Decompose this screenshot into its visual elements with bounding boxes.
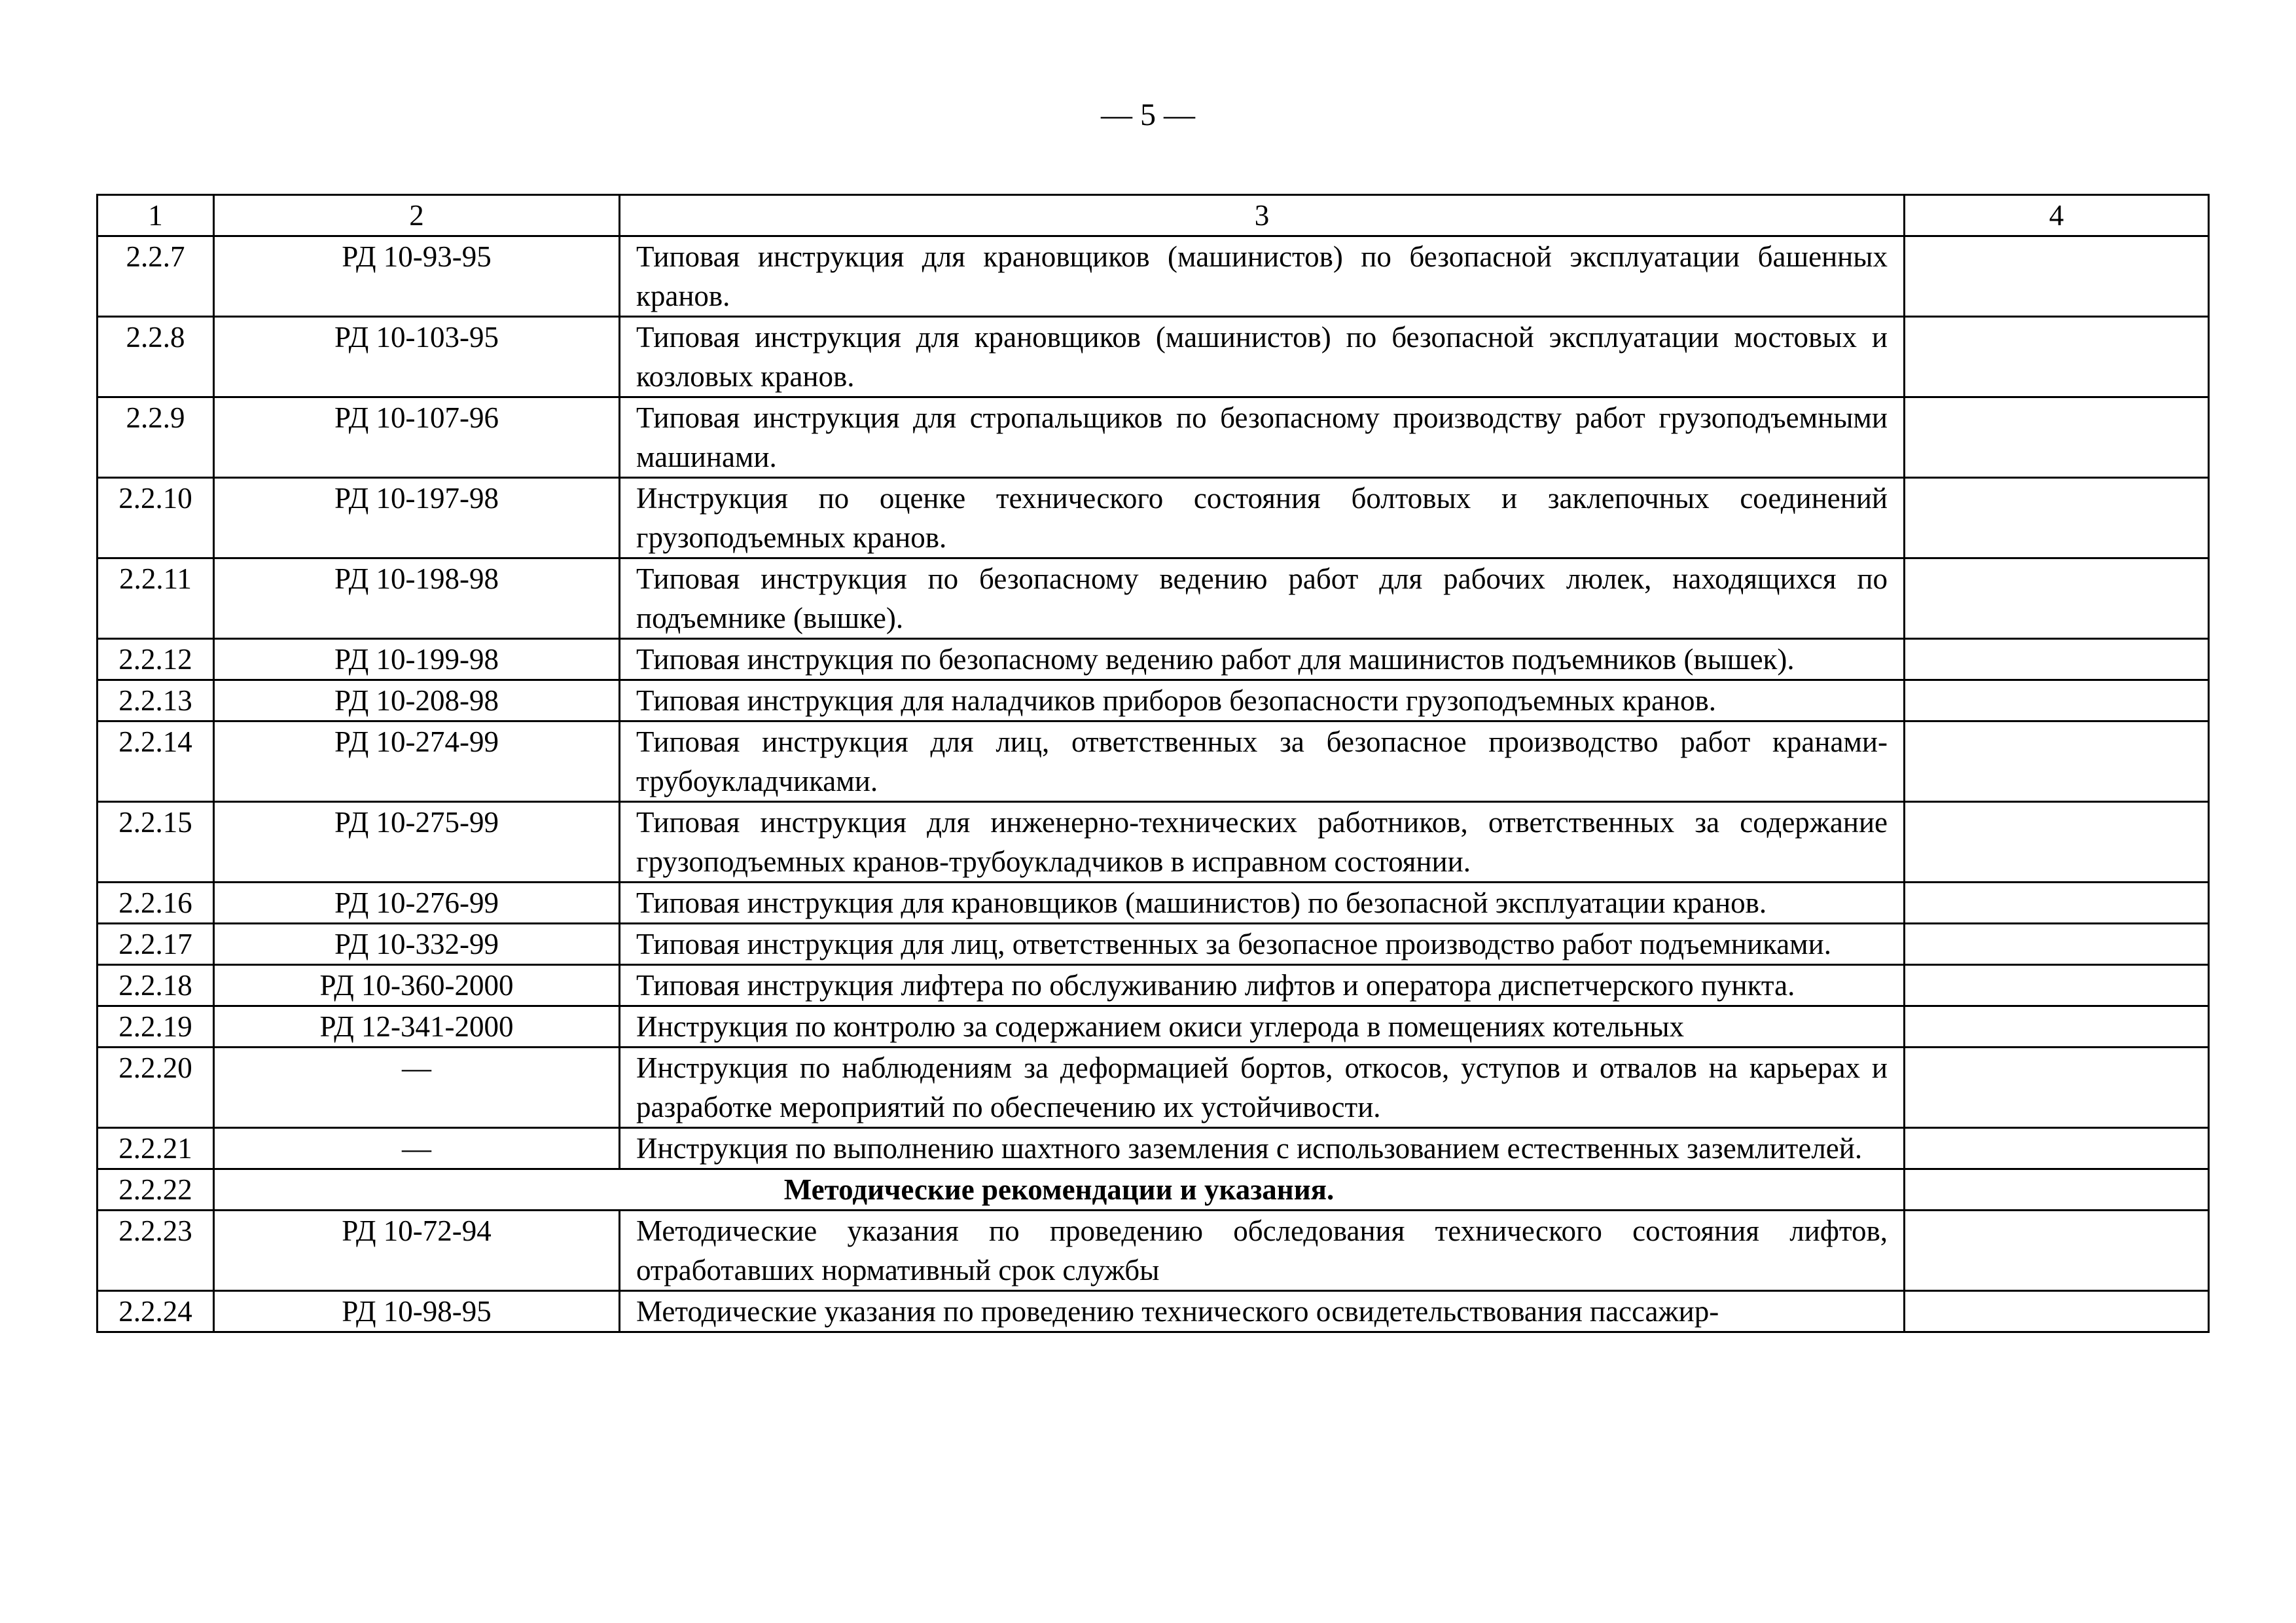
remark-cell <box>1905 236 2209 317</box>
row-number: 2.2.13 <box>98 680 214 721</box>
document-code: РД 10-98-95 <box>214 1291 620 1332</box>
row-number: 2.2.12 <box>98 639 214 680</box>
remark-cell <box>1905 1006 2209 1048</box>
remark-cell <box>1905 639 2209 680</box>
document-code: РД 10-360-2000 <box>214 965 620 1006</box>
document-code: РД 10-208-98 <box>214 680 620 721</box>
remark-cell <box>1905 478 2209 558</box>
row-number: 2.2.24 <box>98 1291 214 1332</box>
table-row <box>98 478 2209 558</box>
remark-cell <box>1905 802 2209 883</box>
row-number: 2.2.15 <box>98 802 214 883</box>
row-number: 2.2.19 <box>98 1006 214 1048</box>
table-row <box>98 1128 2209 1169</box>
document-code: РД 10-198-98 <box>214 558 620 639</box>
document-code: РД 12-341-2000 <box>214 1006 620 1048</box>
row-number: 2.2.16 <box>98 883 214 924</box>
document-title: Инструкция по наблюдениям за деформацией бортов, откосов, уступов и отвалов на карьерах и разработке мероприятий по обеспечению их устойчивости. <box>620 1048 1905 1128</box>
document-title: Типовая инструкция для лиц, ответственных за безопасное производство работ подъемниками. <box>620 924 1905 965</box>
document-code: РД 10-197-98 <box>214 478 620 558</box>
document-title: Инструкция по оценке технического состояния болтовых и заклепочных соединений грузоподъемных кранов. <box>620 478 1905 558</box>
remark-cell <box>1905 397 2209 478</box>
row-number: 2.2.9 <box>98 397 214 478</box>
row-number: 2.2.11 <box>98 558 214 639</box>
table-row <box>98 397 2209 478</box>
row-number: 2.2.14 <box>98 721 214 802</box>
document-code: РД 10-276-99 <box>214 883 620 924</box>
section-row <box>98 1169 2209 1211</box>
table-row <box>98 317 2209 397</box>
document-title: Типовая инструкция по безопасному ведению работ для машинистов подъемников (вышек). <box>620 639 1905 680</box>
regulations-table <box>96 194 2210 1333</box>
column-header: 1 <box>98 195 214 236</box>
document-code: РД 10-275-99 <box>214 802 620 883</box>
document-code: РД 10-103-95 <box>214 317 620 397</box>
document-code: — <box>214 1128 620 1169</box>
column-header: 4 <box>1905 195 2209 236</box>
document-title: Типовая инструкция для крановщиков (машинистов) по безопасной эксплуатации мостовых и козловых кранов. <box>620 317 1905 397</box>
remark-cell <box>1905 924 2209 965</box>
table-row <box>98 721 2209 802</box>
row-number: 2.2.18 <box>98 965 214 1006</box>
document-code: — <box>214 1048 620 1128</box>
remark-cell <box>1905 1211 2209 1291</box>
row-number: 2.2.23 <box>98 1211 214 1291</box>
document-title: Типовая инструкция для крановщиков (машинистов) по безопасной эксплуатации кранов. <box>620 883 1905 924</box>
row-number: 2.2.8 <box>98 317 214 397</box>
remark-cell <box>1905 680 2209 721</box>
remark-cell <box>1905 721 2209 802</box>
remark-cell <box>1905 558 2209 639</box>
document-title: Типовая инструкция для крановщиков (машинистов) по безопасной эксплуатации башенных кранов. <box>620 236 1905 317</box>
remark-cell <box>1905 317 2209 397</box>
table-row <box>98 802 2209 883</box>
remark-cell <box>1905 1048 2209 1128</box>
table-row <box>98 558 2209 639</box>
table-row <box>98 924 2209 965</box>
document-title: Типовая инструкция для лиц, ответственных за безопасное производство работ кранами-трубоукладчиками. <box>620 721 1905 802</box>
document-code: РД 10-107-96 <box>214 397 620 478</box>
header-row <box>98 195 2209 236</box>
remark-cell <box>1905 1291 2209 1332</box>
document-code: РД 10-199-98 <box>214 639 620 680</box>
table-row <box>98 883 2209 924</box>
remark-cell <box>1905 965 2209 1006</box>
document-title: Инструкция по контролю за содержанием окиси углерода в помещениях котельных <box>620 1006 1905 1048</box>
table-row <box>98 236 2209 317</box>
table-row <box>98 680 2209 721</box>
column-header: 2 <box>214 195 620 236</box>
document-title: Типовая инструкция для инженерно-технических работников, ответственных за содержание грузоподъемных кранов-трубоукладчиков в исправном состоянии. <box>620 802 1905 883</box>
table-row <box>98 639 2209 680</box>
document-title: Методические указания по проведению обследования технического состояния лифтов, отработавших нормативный срок службы <box>620 1211 1905 1291</box>
row-number: 2.2.10 <box>98 478 214 558</box>
table-row <box>98 1006 2209 1048</box>
document-code: РД 10-332-99 <box>214 924 620 965</box>
table-row <box>98 1048 2209 1128</box>
remark-cell <box>1905 1169 2209 1211</box>
document-code: РД 10-274-99 <box>214 721 620 802</box>
document-title: Методические указания по проведению технического освидетельствования пассажир- <box>620 1291 1905 1332</box>
row-number: 2.2.17 <box>98 924 214 965</box>
section-heading: Методические рекомендации и указания. <box>214 1169 1905 1211</box>
document-title: Типовая инструкция для стропальщиков по безопасному производству работ грузоподъемными машинами. <box>620 397 1905 478</box>
table-row <box>98 1291 2209 1332</box>
row-number: 2.2.21 <box>98 1128 214 1169</box>
remark-cell <box>1905 1128 2209 1169</box>
page-number: — 5 — <box>1101 98 1195 132</box>
table-row <box>98 965 2209 1006</box>
document-code: РД 10-72-94 <box>214 1211 620 1291</box>
column-header: 3 <box>620 195 1905 236</box>
document-title: Инструкция по выполнению шахтного заземления с использованием естественных заземлителей. <box>620 1128 1905 1169</box>
row-number: 2.2.22 <box>98 1169 214 1211</box>
row-number: 2.2.7 <box>98 236 214 317</box>
document-code: РД 10-93-95 <box>214 236 620 317</box>
table-row <box>98 1211 2209 1291</box>
document-title: Типовая инструкция по безопасному ведению работ для рабочих люлек, находящихся по подъемнике (вышке). <box>620 558 1905 639</box>
remark-cell <box>1905 883 2209 924</box>
document-title: Типовая инструкция лифтера по обслуживанию лифтов и оператора диспетчерского пункта. <box>620 965 1905 1006</box>
document-title: Типовая инструкция для наладчиков приборов безопасности грузоподъемных кранов. <box>620 680 1905 721</box>
row-number: 2.2.20 <box>98 1048 214 1128</box>
